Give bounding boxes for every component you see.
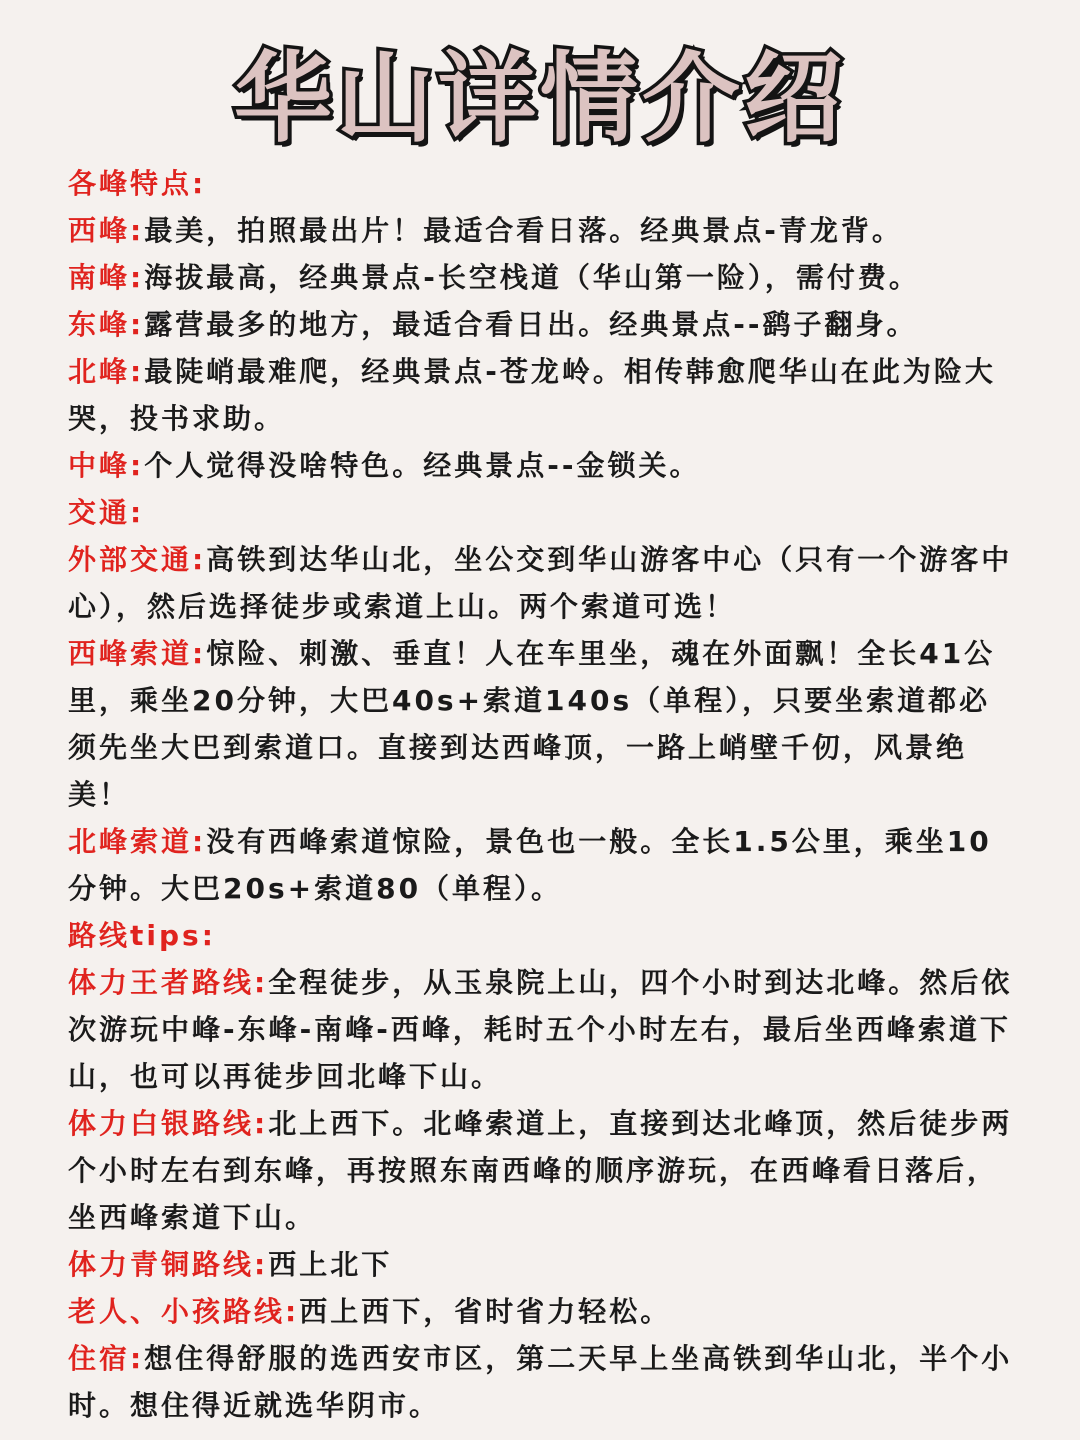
south-peak-paragraph (68, 254, 1018, 301)
silver-route-paragraph (68, 1100, 1018, 1241)
content-body (68, 160, 1018, 1429)
north-peak-paragraph (68, 348, 1018, 442)
north-cable-label: 北峰索道: (68, 825, 207, 858)
west-peak-text: 最美，拍照最出片！最适合看日落。经典景点-青龙背。 (144, 214, 903, 247)
external-traffic-paragraph (68, 536, 1018, 630)
east-peak-label: 东峰: (68, 308, 145, 341)
middle-peak-text: 个人觉得没啥特色。经典景点--金锁关。 (144, 449, 701, 482)
traffic-heading: 交通: (68, 496, 145, 529)
king-route-paragraph (68, 959, 1018, 1100)
elder-route-text: 西上西下，省时省力轻松。 (299, 1295, 672, 1328)
peaks-heading: 各峰特点: (68, 167, 207, 200)
north-cable-text: 没有西峰索道惊险，景色也一般。全长1.5公里，乘坐10分钟。大巴20s+索道80（单程）。 (68, 825, 992, 905)
west-peak-label: 西峰: (68, 214, 145, 247)
king-route-text: 全程徒步，从玉泉院上山，四个小时到达北峰。然后依次游玩中峰-东峰-南峰-西峰，耗时五个小时左右，最后坐西峰索道下山，也可以再徒步回北峰下山。 (68, 966, 1013, 1093)
king-route-label: 体力王者路线: (68, 966, 269, 999)
west-cable-text: 惊险、刺激、垂直！人在车里坐，魂在外面飘！全长41公里，乘坐20分钟，大巴40s+索道140s（单程），只要坐索道都必须先坐大巴到索道口。直接到达西峰顶，一路上峭壁千仞，风景绝美！ (68, 637, 996, 811)
page-title: 华山详情介绍 (233, 42, 846, 156)
north-peak-text: 最陡峭最难爬，经典景点-苍龙岭。相传韩愈爬华山在此为险大哭，投书求助。 (68, 355, 996, 435)
silver-route-text: 北上西下。北峰索道上，直接到达北峰顶，然后徒步两个小时左右到东峰，再按照东南西峰的顺序游玩，在西峰看日落后，坐西峰索道下山。 (68, 1107, 1013, 1234)
stay-text: 想住得舒服的选西安市区，第二天早上坐高铁到华山北，半个小时。想住得近就选华阴市。 (68, 1342, 1013, 1422)
external-traffic-label: 外部交通: (68, 543, 207, 576)
stay-paragraph (68, 1335, 1018, 1429)
east-peak-text: 露营最多的地方，最适合看日出。经典景点--鹞子翻身。 (144, 308, 918, 341)
elder-route-paragraph (68, 1288, 1018, 1335)
bronze-route-text: 西上北下 (268, 1248, 393, 1281)
middle-peak-label: 中峰: (68, 449, 145, 482)
north-peak-label: 北峰: (68, 355, 145, 388)
north-cable-paragraph (68, 818, 1018, 912)
west-cable-label: 西峰索道: (68, 637, 207, 670)
west-cable-paragraph (68, 630, 1018, 818)
bronze-route-paragraph (68, 1241, 1018, 1288)
middle-peak-paragraph (68, 442, 1018, 489)
bronze-route-label: 体力青铜路线: (68, 1248, 269, 1281)
stay-label: 住宿: (68, 1342, 145, 1375)
east-peak-paragraph (68, 301, 1018, 348)
external-traffic-text: 高铁到达华山北，坐公交到华山游客中心（只有一个游客中心），然后选择徒步或索道上山。两个索道可选！ (68, 543, 1013, 623)
route-heading: 路线tips: (68, 919, 216, 952)
elder-route-label: 老人、小孩路线: (68, 1295, 300, 1328)
south-peak-text: 海拔最高，经典景点-长空栈道（华山第一险），需付费。 (144, 261, 920, 294)
west-peak-paragraph (68, 207, 1018, 254)
south-peak-label: 南峰: (68, 261, 145, 294)
silver-route-label: 体力白银路线: (68, 1107, 269, 1140)
